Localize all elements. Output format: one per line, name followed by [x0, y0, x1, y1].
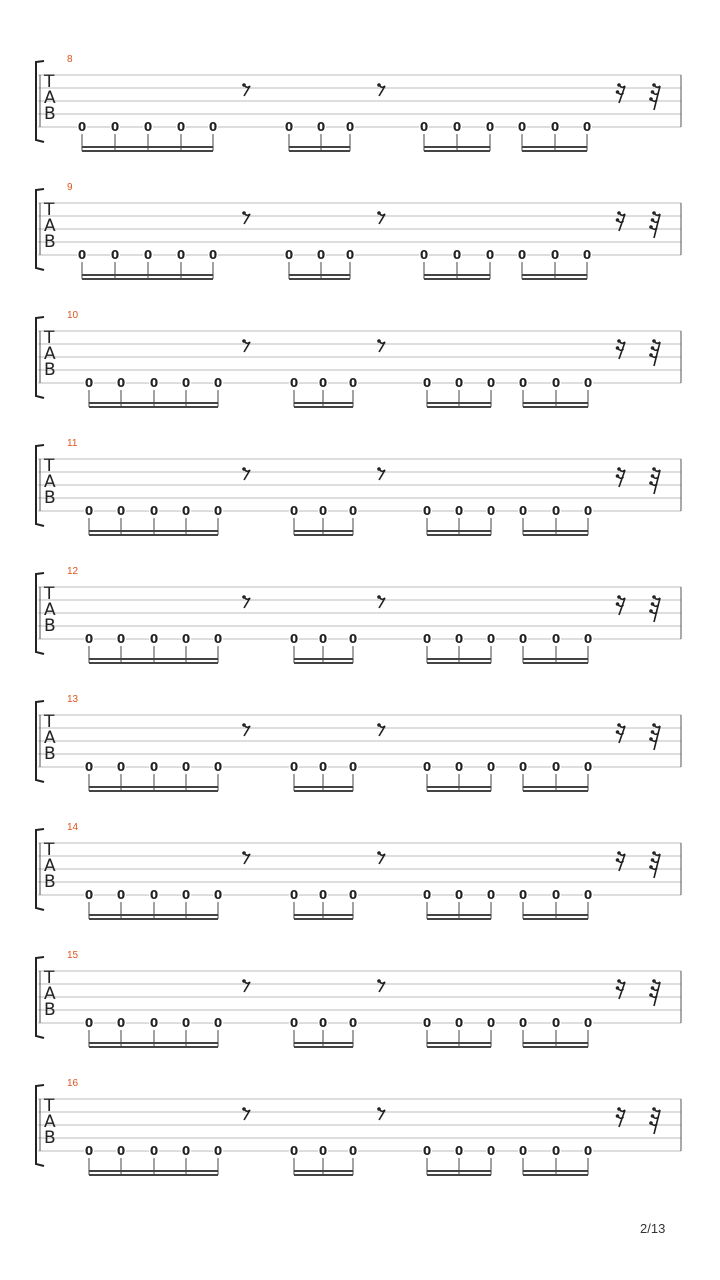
tab-system — [36, 438, 681, 535]
rest-sixteenth-rest — [616, 467, 625, 487]
rest-flag-head — [242, 723, 246, 727]
rest-flag-head — [652, 211, 656, 215]
fret-number: 0 — [422, 888, 432, 902]
tab-clef-t: T — [44, 584, 55, 604]
fret-number: 0 — [143, 248, 153, 262]
fret-number: 0 — [316, 120, 326, 134]
fret-number: 0 — [518, 888, 528, 902]
tab-clef-t: T — [44, 328, 55, 348]
tab-clef-t: T — [44, 200, 55, 220]
rest-flag-head — [649, 993, 653, 997]
fret-number: 0 — [583, 376, 593, 390]
fret-number: 0 — [583, 1144, 593, 1158]
fret-number: 0 — [486, 632, 496, 646]
rest-flag-head — [651, 730, 655, 734]
fret-number: 0 — [176, 120, 186, 134]
fret-number: 0 — [289, 1144, 299, 1158]
fret-number: 0 — [348, 1016, 358, 1030]
fret-number: 0 — [348, 376, 358, 390]
rest-flag-head — [616, 474, 620, 478]
fret-number: 0 — [518, 632, 528, 646]
fret-number: 0 — [486, 760, 496, 774]
tab-clef-t: T — [44, 72, 55, 92]
rest-thirty-second-rest — [649, 595, 660, 622]
rest-flag-head — [649, 737, 653, 741]
rest-sixteenth-rest — [616, 979, 625, 999]
tab-clef-b: B — [44, 104, 56, 124]
fret-number: 0 — [419, 248, 429, 262]
fret-number: 0 — [318, 376, 328, 390]
rest-flag-head — [651, 90, 655, 94]
rest-flag-head — [652, 723, 656, 727]
tab-clef-b: B — [44, 1000, 56, 1020]
measure-number: 11 — [67, 438, 78, 449]
fret-number: 0 — [289, 504, 299, 518]
measure-number: 12 — [67, 566, 79, 577]
rest-flag-head — [242, 979, 246, 983]
rest-stem — [654, 982, 660, 1006]
rest-flag-head — [651, 474, 655, 478]
fret-number: 0 — [149, 1144, 159, 1158]
fret-number: 0 — [289, 632, 299, 646]
tab-clef-b: B — [44, 616, 56, 636]
fret-number: 0 — [116, 632, 126, 646]
tab-clef-b: B — [44, 360, 56, 380]
fret-number: 0 — [486, 888, 496, 902]
rest-eighth-rest — [242, 979, 250, 992]
tab-system — [36, 1078, 681, 1175]
fret-number: 0 — [110, 248, 120, 262]
rest-sixteenth-rest — [616, 595, 625, 615]
tab-system — [36, 694, 681, 791]
fret-number: 0 — [181, 504, 191, 518]
fret-number: 0 — [422, 1016, 432, 1030]
tab-clef-b: B — [44, 872, 56, 892]
fret-number: 0 — [176, 248, 186, 262]
rest-stem — [654, 214, 660, 238]
rest-eighth-rest — [377, 723, 385, 736]
fret-number: 0 — [208, 120, 218, 134]
rest-thirty-second-rest — [649, 851, 660, 878]
rest-flag-head — [377, 83, 381, 87]
tab-clef-b: B — [44, 1128, 56, 1148]
fret-number: 0 — [348, 504, 358, 518]
fret-number: 0 — [289, 1016, 299, 1030]
rest-flag-head — [617, 723, 621, 727]
rest-flag-head — [616, 602, 620, 606]
fret-number: 0 — [422, 1144, 432, 1158]
tab-clef-t: T — [44, 1096, 55, 1116]
rest-sixteenth-rest — [616, 83, 625, 103]
rest-flag-head — [617, 467, 621, 471]
fret-number: 0 — [116, 376, 126, 390]
fret-number: 0 — [486, 1144, 496, 1158]
tab-clef-b: B — [44, 744, 56, 764]
fret-number: 0 — [213, 504, 223, 518]
fret-number: 0 — [213, 376, 223, 390]
rest-thirty-second-rest — [649, 211, 660, 238]
fret-number: 0 — [149, 1016, 159, 1030]
fret-number: 0 — [454, 1144, 464, 1158]
rest-flag-head — [377, 1107, 381, 1111]
fret-number: 0 — [116, 888, 126, 902]
measure-number: 15 — [67, 950, 79, 961]
tab-system — [36, 566, 681, 663]
fret-number: 0 — [518, 760, 528, 774]
rest-flag-head — [616, 730, 620, 734]
rest-flag-head — [652, 595, 656, 599]
fret-number: 0 — [284, 120, 294, 134]
tab-clef-b: B — [44, 232, 56, 252]
rest-flag-head — [651, 218, 655, 222]
rest-eighth-rest — [377, 595, 385, 608]
fret-number: 0 — [213, 1144, 223, 1158]
rest-stem — [654, 342, 660, 366]
fret-number: 0 — [422, 760, 432, 774]
rest-flag-head — [651, 602, 655, 606]
rest-sixteenth-rest — [616, 211, 625, 231]
rest-flag-head — [649, 225, 653, 229]
rest-eighth-rest — [377, 83, 385, 96]
fret-number: 0 — [149, 376, 159, 390]
fret-number: 0 — [518, 1144, 528, 1158]
fret-number: 0 — [84, 376, 94, 390]
rest-eighth-rest — [242, 467, 250, 480]
rest-thirty-second-rest — [649, 723, 660, 750]
fret-number: 0 — [149, 888, 159, 902]
fret-number: 0 — [583, 1016, 593, 1030]
fret-number: 0 — [116, 1016, 126, 1030]
rest-eighth-rest — [377, 467, 385, 480]
fret-number: 0 — [345, 248, 355, 262]
tab-clef-a: A — [44, 472, 56, 492]
fret-number: 0 — [284, 248, 294, 262]
fret-number: 0 — [84, 632, 94, 646]
tab-clef-a: A — [44, 728, 56, 748]
rest-eighth-rest — [242, 339, 250, 352]
rest-flag-head — [377, 723, 381, 727]
tab-system — [36, 54, 681, 151]
fret-number: 0 — [486, 376, 496, 390]
fret-number: 0 — [485, 120, 495, 134]
fret-number: 0 — [181, 376, 191, 390]
fret-number: 0 — [289, 760, 299, 774]
fret-number: 0 — [116, 760, 126, 774]
fret-number: 0 — [77, 248, 87, 262]
tab-system — [36, 822, 681, 919]
rest-flag-head — [617, 1107, 621, 1111]
rest-flag-head — [651, 1114, 655, 1118]
rest-stem — [654, 470, 660, 494]
rest-flag-head — [377, 851, 381, 855]
tab-system — [36, 182, 681, 279]
fret-number: 0 — [213, 632, 223, 646]
fret-number: 0 — [84, 760, 94, 774]
fret-number: 0 — [348, 888, 358, 902]
rest-flag-head — [616, 90, 620, 94]
fret-number: 0 — [84, 1016, 94, 1030]
fret-number: 0 — [149, 760, 159, 774]
rest-flag-head — [242, 467, 246, 471]
fret-number: 0 — [419, 120, 429, 134]
fret-number: 0 — [318, 888, 328, 902]
rest-flag-head — [242, 851, 246, 855]
fret-number: 0 — [318, 760, 328, 774]
fret-number: 0 — [213, 1016, 223, 1030]
tab-system — [36, 950, 681, 1047]
fret-number: 0 — [318, 632, 328, 646]
rest-flag-head — [616, 986, 620, 990]
fret-number: 0 — [485, 248, 495, 262]
fret-number: 0 — [551, 888, 561, 902]
fret-number: 0 — [116, 1144, 126, 1158]
rest-thirty-second-rest — [649, 339, 660, 366]
fret-number: 0 — [550, 248, 560, 262]
rest-flag-head — [242, 1107, 246, 1111]
fret-number: 0 — [582, 248, 592, 262]
rest-flag-head — [649, 481, 653, 485]
tab-clef-a: A — [44, 344, 56, 364]
rest-flag-head — [377, 211, 381, 215]
rest-stem — [654, 86, 660, 110]
fret-number: 0 — [422, 632, 432, 646]
tab-clef-a: A — [44, 984, 56, 1004]
fret-number: 0 — [318, 1144, 328, 1158]
tab-clef-a: A — [44, 1112, 56, 1132]
rest-flag-head — [649, 1121, 653, 1125]
fret-number: 0 — [486, 504, 496, 518]
rest-flag-head — [617, 851, 621, 855]
fret-number: 0 — [551, 632, 561, 646]
rest-flag-head — [242, 339, 246, 343]
fret-number: 0 — [84, 1144, 94, 1158]
fret-number: 0 — [518, 376, 528, 390]
tab-clef-b: B — [44, 488, 56, 508]
rest-flag-head — [651, 986, 655, 990]
fret-number: 0 — [452, 120, 462, 134]
tab-clef-t: T — [44, 840, 55, 860]
rest-flag-head — [651, 346, 655, 350]
rest-flag-head — [377, 979, 381, 983]
rest-flag-head — [652, 979, 656, 983]
fret-number: 0 — [454, 888, 464, 902]
tab-clef-t: T — [44, 968, 55, 988]
rest-flag-head — [649, 97, 653, 101]
fret-number: 0 — [422, 504, 432, 518]
rest-thirty-second-rest — [649, 467, 660, 494]
rest-eighth-rest — [377, 1107, 385, 1120]
fret-number: 0 — [454, 504, 464, 518]
tab-clef-a: A — [44, 856, 56, 876]
fret-number: 0 — [213, 760, 223, 774]
rest-eighth-rest — [242, 851, 250, 864]
rest-eighth-rest — [377, 211, 385, 224]
rest-eighth-rest — [242, 83, 250, 96]
measure-number: 9 — [67, 182, 73, 193]
rest-stem — [654, 726, 660, 750]
fret-number: 0 — [316, 248, 326, 262]
rest-flag-head — [652, 1107, 656, 1111]
rest-eighth-rest — [242, 1107, 250, 1120]
rest-flag-head — [617, 83, 621, 87]
fret-number: 0 — [110, 120, 120, 134]
fret-number: 0 — [518, 1016, 528, 1030]
fret-number: 0 — [181, 760, 191, 774]
fret-number: 0 — [143, 120, 153, 134]
rest-thirty-second-rest — [649, 979, 660, 1006]
fret-number: 0 — [318, 504, 328, 518]
rest-flag-head — [377, 595, 381, 599]
fret-number: 0 — [422, 376, 432, 390]
measure-number: 13 — [67, 694, 79, 705]
rest-stem — [654, 1110, 660, 1134]
rest-stem — [654, 598, 660, 622]
rest-eighth-rest — [377, 979, 385, 992]
rest-flag-head — [652, 83, 656, 87]
page-number: 2/13 — [640, 1221, 666, 1236]
rest-thirty-second-rest — [649, 83, 660, 110]
rest-flag-head — [242, 595, 246, 599]
rest-flag-head — [652, 851, 656, 855]
rest-flag-head — [652, 467, 656, 471]
tab-clef-a: A — [44, 600, 56, 620]
rest-sixteenth-rest — [616, 723, 625, 743]
rest-flag-head — [649, 609, 653, 613]
rest-flag-head — [616, 858, 620, 862]
rest-sixteenth-rest — [616, 339, 625, 359]
fret-number: 0 — [517, 120, 527, 134]
fret-number: 0 — [84, 504, 94, 518]
rest-flag-head — [617, 211, 621, 215]
fret-number: 0 — [583, 888, 593, 902]
rest-eighth-rest — [377, 339, 385, 352]
fret-number: 0 — [84, 888, 94, 902]
fret-number: 0 — [454, 376, 464, 390]
tab-clef-a: A — [44, 88, 56, 108]
fret-number: 0 — [551, 760, 561, 774]
fret-number: 0 — [518, 504, 528, 518]
rest-eighth-rest — [242, 595, 250, 608]
fret-number: 0 — [454, 632, 464, 646]
fret-number: 0 — [149, 632, 159, 646]
fret-number: 0 — [551, 1016, 561, 1030]
rest-flag-head — [617, 595, 621, 599]
fret-number: 0 — [181, 1016, 191, 1030]
rest-thirty-second-rest — [649, 1107, 660, 1134]
fret-number: 0 — [551, 376, 561, 390]
rest-flag-head — [617, 339, 621, 343]
fret-number: 0 — [583, 632, 593, 646]
fret-number: 0 — [583, 504, 593, 518]
fret-number: 0 — [181, 632, 191, 646]
fret-number: 0 — [181, 888, 191, 902]
rest-flag-head — [651, 858, 655, 862]
fret-number: 0 — [486, 1016, 496, 1030]
rest-sixteenth-rest — [616, 851, 625, 871]
fret-number: 0 — [517, 248, 527, 262]
rest-flag-head — [649, 353, 653, 357]
rest-eighth-rest — [242, 723, 250, 736]
rest-flag-head — [616, 346, 620, 350]
measure-number: 10 — [67, 310, 79, 321]
fret-number: 0 — [551, 1144, 561, 1158]
fret-number: 0 — [77, 120, 87, 134]
measure-number: 16 — [67, 1078, 79, 1089]
rest-flag-head — [616, 218, 620, 222]
measure-number: 8 — [67, 54, 73, 65]
fret-number: 0 — [550, 120, 560, 134]
fret-number: 0 — [345, 120, 355, 134]
rest-flag-head — [377, 339, 381, 343]
fret-number: 0 — [454, 1016, 464, 1030]
tab-clef-a: A — [44, 216, 56, 236]
fret-number: 0 — [116, 504, 126, 518]
tab-clef-t: T — [44, 712, 55, 732]
fret-number: 0 — [348, 1144, 358, 1158]
rest-flag-head — [649, 865, 653, 869]
fret-number: 0 — [289, 376, 299, 390]
rest-sixteenth-rest — [616, 1107, 625, 1127]
fret-number: 0 — [213, 888, 223, 902]
fret-number: 0 — [583, 760, 593, 774]
fret-number: 0 — [289, 888, 299, 902]
rest-flag-head — [242, 83, 246, 87]
rest-eighth-rest — [242, 211, 250, 224]
fret-number: 0 — [454, 760, 464, 774]
rest-flag-head — [617, 979, 621, 983]
rest-flag-head — [616, 1114, 620, 1118]
tab-system — [36, 310, 681, 407]
tab-clef-t: T — [44, 456, 55, 476]
rest-eighth-rest — [377, 851, 385, 864]
fret-number: 0 — [452, 248, 462, 262]
rest-flag-head — [652, 339, 656, 343]
rest-stem — [654, 854, 660, 878]
measure-number: 14 — [67, 822, 79, 833]
rest-flag-head — [242, 211, 246, 215]
fret-number: 0 — [318, 1016, 328, 1030]
fret-number: 0 — [582, 120, 592, 134]
fret-number: 0 — [208, 248, 218, 262]
fret-number: 0 — [149, 504, 159, 518]
rest-flag-head — [377, 467, 381, 471]
fret-number: 0 — [181, 1144, 191, 1158]
fret-number: 0 — [348, 760, 358, 774]
fret-number: 0 — [348, 632, 358, 646]
fret-number: 0 — [551, 504, 561, 518]
